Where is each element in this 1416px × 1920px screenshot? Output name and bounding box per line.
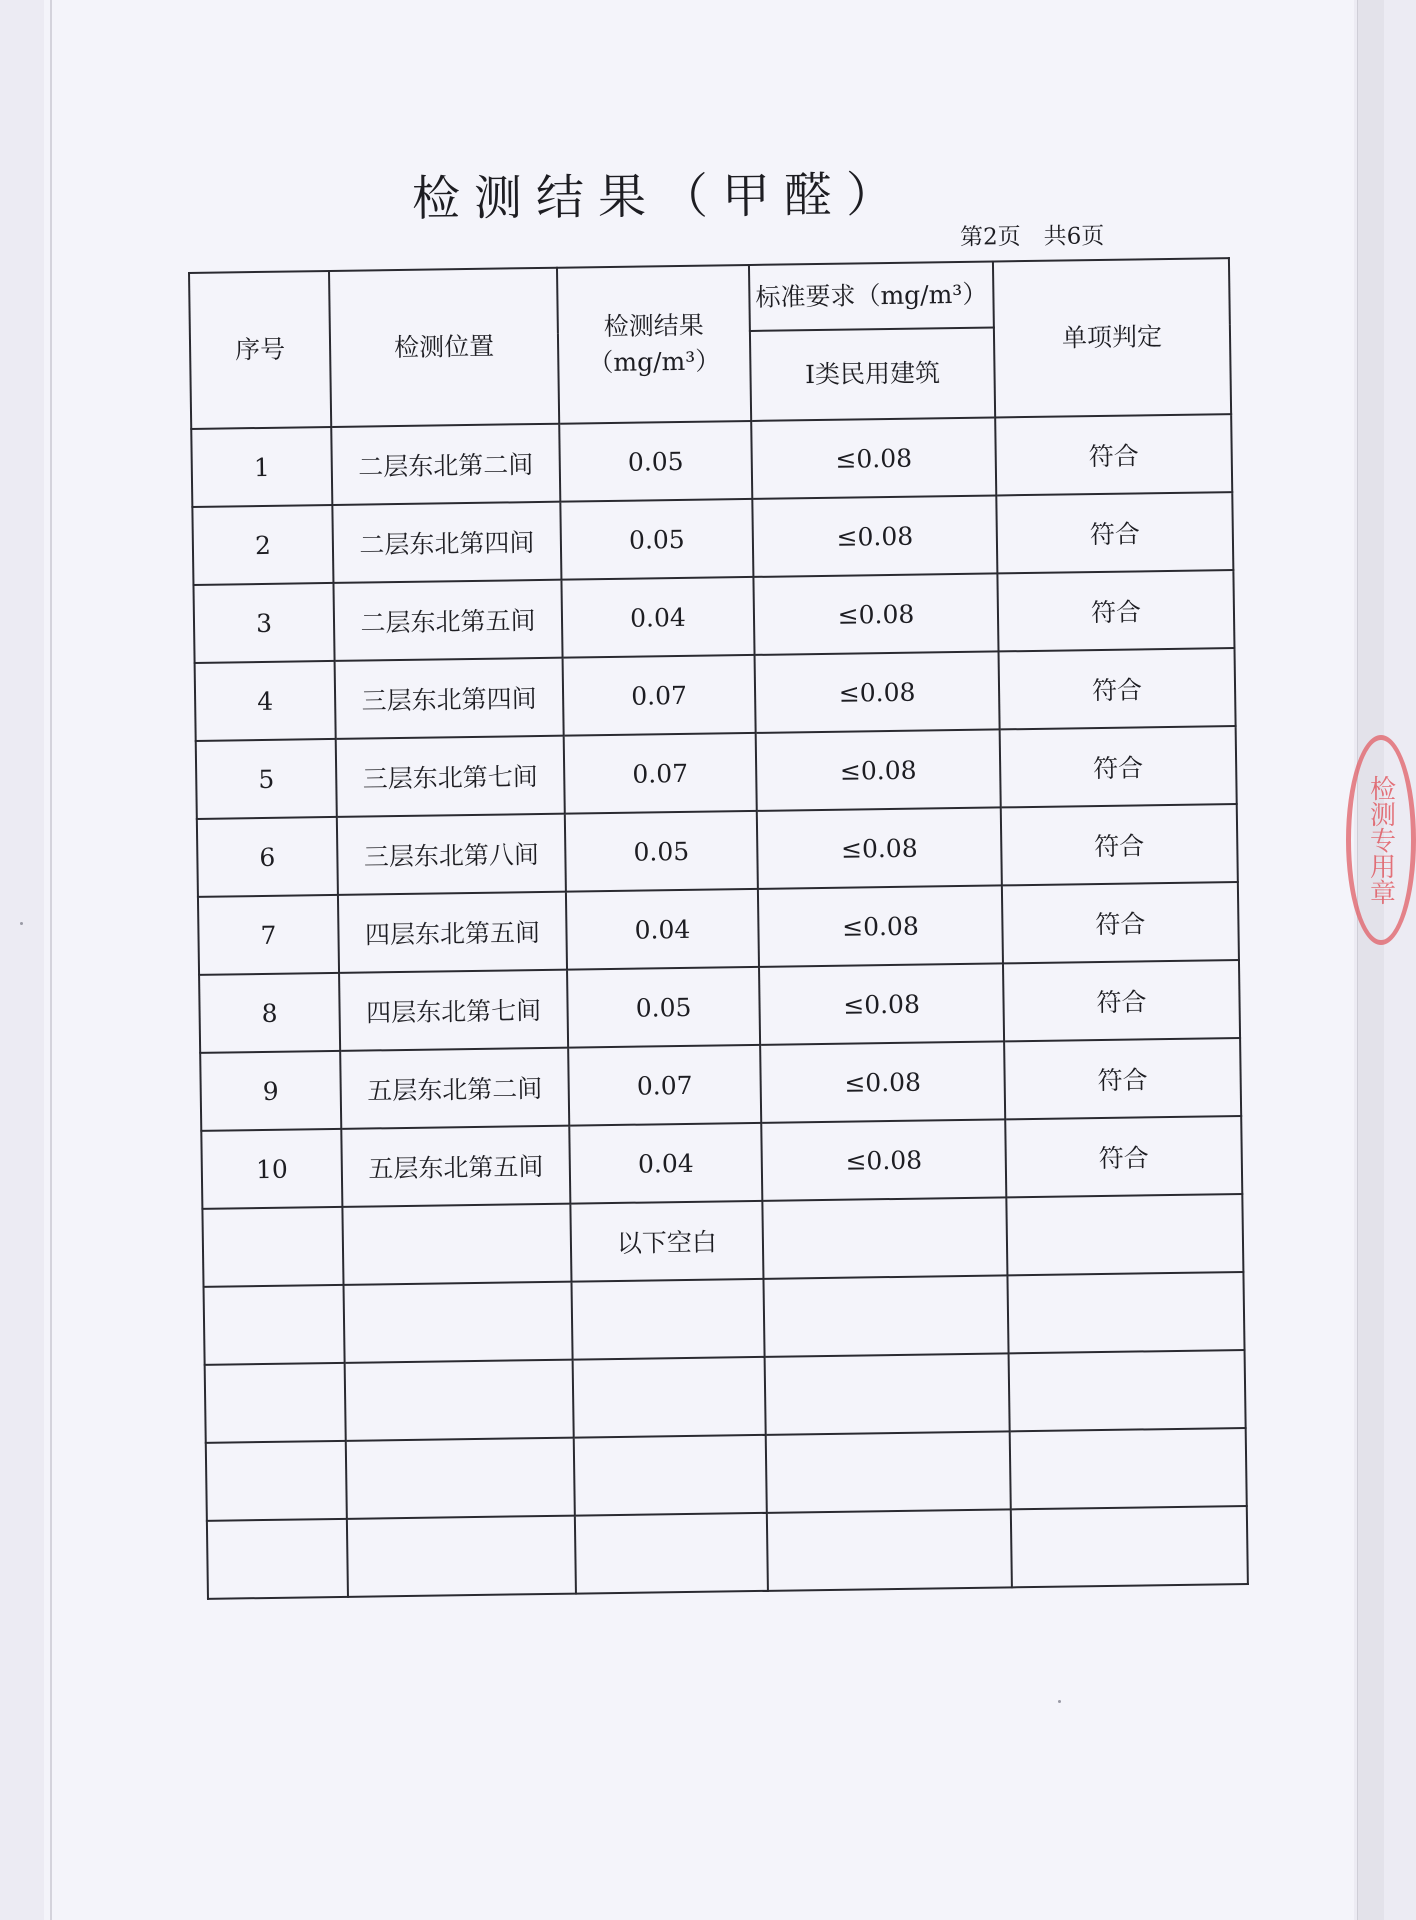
- blank-cell: [347, 1516, 576, 1597]
- blank-note: 以下空白: [570, 1201, 763, 1282]
- table-row: [195, 648, 1236, 741]
- cell-location: 四层东北第五间: [338, 892, 567, 973]
- scan-speck: [1058, 1700, 1061, 1703]
- cell-judgement: 符合: [999, 648, 1236, 729]
- table-row: [196, 726, 1237, 819]
- header-index: 序号: [189, 271, 331, 429]
- blank-cell: [571, 1279, 764, 1360]
- header-result-label: 检测结果: [603, 310, 705, 341]
- cell-standard: ≤0.08: [757, 807, 1002, 888]
- cell-judgement: 符合: [1004, 1038, 1241, 1119]
- blank-cell: [342, 1204, 571, 1285]
- blank-cell: [767, 1509, 1012, 1590]
- blank-cell: [1006, 1194, 1243, 1275]
- cell-standard: ≤0.08: [756, 729, 1001, 810]
- cell-standard: ≤0.08: [755, 651, 1000, 732]
- cell-result: 0.04: [561, 577, 754, 658]
- blank-cell: [1009, 1350, 1246, 1431]
- cell-standard: ≤0.08: [760, 1041, 1005, 1122]
- table-row: [200, 1038, 1241, 1131]
- header-judgement: 单项判定: [993, 258, 1231, 417]
- header-result-unit: （mg/m³）: [588, 346, 721, 378]
- blank-cell: [202, 1207, 343, 1287]
- empty-row: [205, 1350, 1246, 1443]
- cell-standard: ≤0.08: [753, 573, 998, 654]
- table-row: [192, 492, 1233, 585]
- cell-result: 0.05: [565, 811, 758, 892]
- cell-result: 0.04: [569, 1123, 762, 1204]
- cell-index: 6: [197, 817, 338, 897]
- cell-standard: ≤0.08: [761, 1119, 1006, 1200]
- blank-cell: [1010, 1428, 1247, 1509]
- cell-index: 5: [196, 739, 337, 819]
- cell-location: 二层东北第五间: [333, 580, 562, 661]
- blank-cell: [762, 1197, 1007, 1278]
- blank-cell: [344, 1282, 573, 1363]
- document-title: 检测结果（甲醛）: [411, 166, 909, 228]
- page-edge: [1357, 0, 1384, 1920]
- cell-result: 0.07: [564, 733, 757, 814]
- cell-location: 四层东北第七间: [339, 970, 568, 1051]
- cell-index: 2: [192, 505, 333, 585]
- scan-speck: [20, 922, 23, 925]
- header-standard-sub: Ⅰ类民用建筑: [750, 327, 995, 420]
- blank-cell: [346, 1438, 575, 1519]
- results-table: [188, 257, 1249, 1600]
- header-location: 检测位置: [329, 268, 559, 427]
- cell-judgement: 符合: [997, 570, 1234, 651]
- table-row: [198, 882, 1239, 975]
- cell-result: 0.07: [568, 1045, 761, 1126]
- cell-index: 4: [195, 661, 336, 741]
- table-row: [191, 414, 1232, 507]
- empty-row: [204, 1272, 1245, 1365]
- cell-location: 三层东北第七间: [336, 736, 565, 817]
- cell-judgement: 符合: [995, 414, 1232, 495]
- cell-index: 7: [198, 895, 339, 975]
- cell-location: 二层东北第四间: [332, 502, 561, 583]
- cell-standard: ≤0.08: [752, 495, 997, 576]
- cell-judgement: 符合: [1003, 960, 1240, 1041]
- cell-judgement: 符合: [1000, 726, 1237, 807]
- blank-cell: [765, 1353, 1010, 1434]
- cell-judgement: 符合: [1002, 882, 1239, 963]
- blank-cell: [207, 1519, 348, 1599]
- cell-standard: ≤0.08: [759, 963, 1004, 1044]
- cell-judgement: 符合: [1005, 1116, 1242, 1197]
- cell-standard: ≤0.08: [758, 885, 1003, 966]
- cell-location: 三层东北第八间: [337, 814, 566, 895]
- header-row: [189, 258, 1230, 339]
- seal-text: 检测专用章: [1365, 775, 1396, 905]
- cell-index: 10: [201, 1129, 342, 1209]
- cell-index: 9: [200, 1051, 341, 1131]
- cell-standard: ≤0.08: [751, 417, 996, 498]
- cell-index: 3: [193, 583, 334, 663]
- cell-judgement: 符合: [996, 492, 1233, 573]
- cell-location: 三层东北第四间: [335, 658, 564, 739]
- blank-cell: [575, 1513, 768, 1594]
- empty-row: [206, 1428, 1247, 1521]
- blank-cell: [574, 1435, 767, 1516]
- cell-result: 0.05: [560, 499, 753, 580]
- blank-cell: [1011, 1506, 1248, 1587]
- blank-cell: [1007, 1272, 1244, 1353]
- cell-index: 8: [199, 973, 340, 1053]
- cell-location: 五层东北第二间: [340, 1048, 569, 1129]
- cell-location: 二层东北第二间: [331, 424, 560, 505]
- binding-edge: [50, 0, 52, 1920]
- table-row: [201, 1116, 1242, 1209]
- cell-result: 0.07: [563, 655, 756, 736]
- cell-result: 0.05: [567, 967, 760, 1048]
- blank-cell: [573, 1357, 766, 1438]
- blank-note-row: [202, 1194, 1243, 1287]
- cell-result: 0.05: [559, 421, 752, 502]
- table-row: [193, 570, 1234, 663]
- cell-judgement: 符合: [1001, 804, 1238, 885]
- blank-cell: [204, 1285, 345, 1365]
- empty-row: [207, 1506, 1248, 1599]
- blank-cell: [206, 1441, 347, 1521]
- blank-cell: [763, 1275, 1008, 1356]
- cell-index: 1: [191, 427, 332, 507]
- table-row: [199, 960, 1240, 1053]
- cell-location: 五层东北第五间: [341, 1126, 570, 1207]
- blank-cell: [345, 1360, 574, 1441]
- header-result: [557, 265, 751, 424]
- table-row: [197, 804, 1238, 897]
- results-table-wrapper: [188, 257, 1247, 1632]
- header-standard: 标准要求（mg/m³）: [749, 261, 994, 330]
- blank-cell: [205, 1363, 346, 1443]
- red-seal-stamp: [1346, 735, 1416, 945]
- cell-result: 0.04: [566, 889, 759, 970]
- blank-cell: [766, 1431, 1011, 1512]
- page-number: 第2页 共6页: [959, 223, 1105, 251]
